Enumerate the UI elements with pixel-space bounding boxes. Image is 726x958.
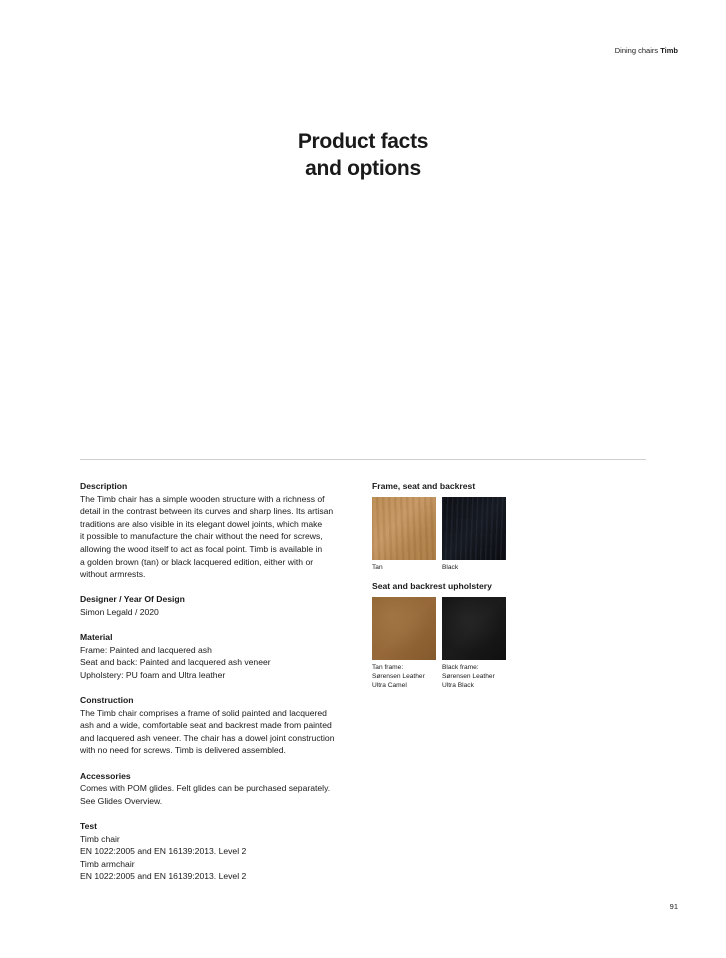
header-section: Dining chairs: [614, 46, 659, 55]
material-heading: Material: [80, 632, 113, 643]
construction-line: with no need for screws. Timb is delivered assembled.: [80, 745, 286, 756]
test-section: [80, 820, 360, 883]
black-wood-swatch-image: [442, 497, 506, 560]
frame-options-heading: Frame, seat and backrest: [372, 481, 476, 491]
accessories-line: Comes with POM glides. Felt glides can be purchased separately.: [80, 783, 331, 794]
material-line: Frame: Painted and lacquered ash: [80, 644, 212, 655]
description-section: [80, 480, 360, 581]
accessories-section: [80, 770, 360, 808]
material-line: Upholstery: PU foam and Ultra leather: [80, 669, 226, 680]
construction-line: and lacquered ash veneer. The chair has a dowel joint construction: [80, 732, 335, 743]
swatch-label: [442, 664, 506, 690]
description-line: without armrests.: [80, 569, 146, 580]
test-line: EN 1022:2005 and EN 16139:2013. Level 2: [80, 871, 247, 882]
black-leather-swatch-image: [442, 597, 506, 660]
swatch-label-line: Black frame:: [442, 663, 479, 671]
upholstery-swatch-row: [372, 597, 652, 690]
designer-section: [80, 593, 360, 618]
upholstery-options-heading: Seat and backrest upholstery: [372, 581, 492, 592]
swatch-label: Black: [442, 563, 459, 571]
description-line: traditions are also visible in its elegant dowel joints, which make: [80, 518, 323, 529]
options-column: [372, 480, 652, 690]
camel-leather-swatch-image: [372, 597, 436, 660]
test-line: EN 1022:2005 and EN 16139:2013. Level 2: [80, 846, 247, 857]
page-title: [0, 128, 726, 182]
swatch-ultra-black: [442, 597, 506, 690]
page-title-line-1: Product facts: [297, 130, 429, 153]
section-divider: [80, 459, 646, 460]
description-line: it possible to manufacture the chair without the need for screws,: [80, 531, 323, 542]
frame-swatch-row: [372, 497, 652, 573]
test-line: Timb chair: [80, 833, 120, 844]
accessories-line: See Glides Overview.: [80, 795, 163, 806]
upholstery-options-group: [372, 580, 652, 690]
construction-line: The Timb chair comprises a frame of solid painted and lacquered: [80, 707, 327, 718]
description-line: allowing the wood itself to act as focal point. Timb is available in: [80, 543, 323, 554]
designer-heading: Designer / Year Of Design: [80, 594, 185, 605]
material-section: [80, 631, 360, 681]
test-line: Timb armchair: [80, 858, 135, 869]
construction-heading: Construction: [80, 695, 134, 706]
page-number: 91: [669, 902, 678, 911]
accessories-heading: Accessories: [80, 770, 131, 781]
product-facts-column: [80, 480, 360, 896]
construction-section: [80, 694, 360, 757]
description-heading: Description: [80, 481, 128, 491]
swatch-label: [372, 664, 436, 690]
page-title-line-2: and options: [305, 157, 421, 180]
swatch-label-line: Ultra Camel: [372, 681, 407, 689]
header-breadcrumb: [615, 46, 678, 55]
swatch-ultra-camel: [372, 597, 436, 690]
frame-options-group: [372, 480, 652, 572]
swatch-label: Tan: [372, 563, 383, 571]
swatch-label-line: Tan frame:: [372, 663, 404, 671]
material-line: Seat and back: Painted and lacquered ash veneer: [80, 657, 271, 668]
swatch-label-line: Sørensen Leather: [442, 672, 495, 680]
swatch-black: [442, 497, 506, 573]
description-line: a golden brown (tan) or black lacquered edition, either with or: [80, 556, 314, 567]
description-line: The Timb chair has a simple wooden structure with a richness of: [80, 493, 325, 504]
swatch-tan: [372, 497, 436, 573]
description-line: detail in the contrast between its curves and sharp lines. Its artisan: [80, 506, 334, 517]
designer-text: Simon Legald / 2020: [80, 606, 159, 617]
test-heading: Test: [80, 821, 98, 832]
header-product: Timb: [660, 46, 678, 55]
swatch-label-line: Sørensen Leather: [372, 672, 425, 680]
swatch-label-line: Ultra Black: [442, 681, 474, 689]
construction-line: ash and a wide, comfortable seat and backrest made from painted: [80, 720, 332, 731]
tan-wood-swatch-image: [372, 497, 436, 560]
